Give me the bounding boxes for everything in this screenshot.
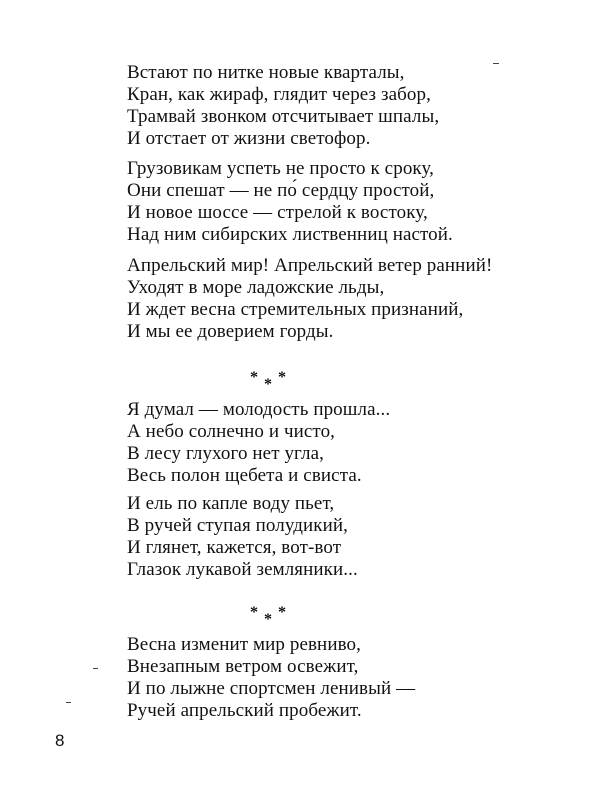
poem-line: Кран, как жираф, глядит через забор, (127, 84, 431, 105)
poem-line: В лесу глухого нет угла, (127, 443, 324, 464)
stanza-5 (127, 493, 597, 581)
poem-line: В ручей ступая полудикий, (127, 515, 349, 536)
section-separator (240, 605, 310, 627)
asterisk: * (264, 611, 272, 628)
poem-line: Я думал — молодость прошла... (127, 399, 391, 420)
poem-line: И по лыжне спортсмен ленивый — (127, 678, 416, 699)
poem-line: Грузовикам успеть не просто к сроку, (127, 158, 435, 179)
poem-line: Апрельский мир! Апрельский ветер ранний! (127, 255, 493, 276)
poem-line: И ель по капле воду пьет, (127, 493, 335, 514)
poem-line: Уходят в море ладожские льды, (127, 277, 385, 298)
poem-line: А небо солнечно и чисто, (127, 421, 336, 442)
stanza-2 (127, 158, 597, 246)
poem-line: Внезапным ветром освежит, (127, 656, 359, 677)
asterisk: * (278, 369, 286, 386)
poem-line: Встают по нитке новые кварталы, (127, 62, 405, 83)
poem-line: Весна изменит мир ревниво, (127, 634, 361, 655)
poem-line: И глянет, кажется, вот-вот (127, 537, 342, 558)
scan-speck (66, 702, 71, 703)
section-separator (240, 370, 310, 392)
poem-line: И новое шоссе — стрелой к востоку, (127, 202, 428, 223)
poem-line: Они спешат — не по́ сердцу простой, (127, 180, 435, 201)
stanza-4 (127, 399, 597, 487)
asterisk: * (278, 604, 286, 621)
asterisk: * (264, 376, 272, 393)
asterisk: * (250, 604, 258, 621)
scan-speck (493, 63, 499, 64)
page-number: 8 (55, 731, 65, 750)
stanza-1 (127, 62, 597, 150)
poem-line: Трамвай звонком отсчитывает шпалы, (127, 106, 440, 127)
poem-line: И отстает от жизни светофор. (127, 128, 371, 149)
poem-line: И мы ее доверием горды. (127, 321, 334, 342)
stanza-6 (127, 634, 597, 722)
scan-speck (93, 668, 98, 669)
stanza-3 (127, 255, 597, 343)
poem-line: И ждет весна стремительных признаний, (127, 299, 464, 320)
poem-line: Весь полон щебета и свиста. (127, 465, 362, 486)
poem-line: Глазок лукавой земляники... (127, 559, 358, 580)
poem-line: Ручей апрельский пробежит. (127, 700, 362, 721)
poem-line: Над ним сибирских лиственниц настой. (127, 224, 453, 245)
asterisk: * (250, 369, 258, 386)
